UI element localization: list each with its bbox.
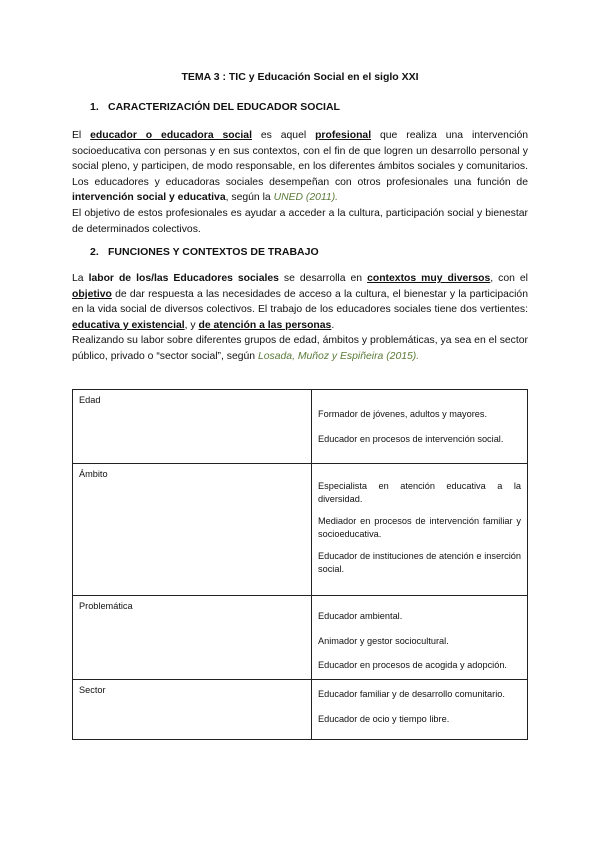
table-cell-items — [312, 680, 528, 740]
term-educador-social: educador o educadora social — [90, 130, 252, 141]
section-number: 2. — [90, 246, 99, 258]
list-item: Educador de ocio y tiempo libre. — [318, 713, 450, 724]
text-run: Realizando su labor sobre diferentes grupos de edad, ámbitos y problemáticas, ya sea en el sector público, privado o “sector social”, según — [72, 335, 528, 362]
text-run: El objetivo de estos profesionales es ayudar a acceder a la cultura, participación social y bienestar de determinados colectivos. — [72, 207, 528, 235]
list-item: Mediador en procesos de intervención familiar y socioeducativa. — [318, 516, 521, 539]
text-run: , según la — [225, 192, 274, 204]
list-item: Formador de jóvenes, adultos y mayores. — [318, 409, 488, 419]
list-item: Especialista en atención educativa a la diversidad. — [318, 481, 521, 504]
term-atencion: de atención a las personas — [198, 319, 332, 331]
table-row — [73, 464, 528, 596]
category-label: Sector — [79, 685, 106, 695]
citation-losada: Losada, Muñoz y Espiñeira (2015). — [257, 350, 420, 362]
paragraph-caracterizacion — [72, 128, 528, 237]
term-intervencion: intervención social y educativa — [72, 192, 226, 204]
text-run: La — [72, 273, 89, 284]
section-heading-2 — [90, 246, 319, 258]
term-labor: labor de los/las Educadores sociales — [88, 273, 279, 284]
text-run: , con el — [490, 273, 528, 284]
text-run: . — [331, 319, 335, 331]
category-label: Edad — [79, 395, 101, 405]
table-row — [73, 390, 528, 464]
text-run: El — [72, 130, 91, 141]
list-item: Educador en procesos de intervención social. — [318, 433, 504, 444]
list-item: Educador familiar y de desarrollo comunitario. — [318, 689, 505, 699]
text-run: se desarrolla en — [278, 273, 368, 284]
table-cell-category — [73, 390, 312, 464]
citation-uned: UNED (2011). — [273, 192, 339, 204]
table-row — [73, 596, 528, 680]
paragraph-funciones — [72, 271, 528, 365]
text-run: de dar respuesta a las necesidades de acceso a la cultura, el bienestar y la participación en la vida social de diversos colectivos. El trabajo de los educadores sociales tiene dos vertientes: — [72, 288, 528, 316]
term-contextos: contextos muy diversos — [367, 273, 491, 284]
text-run: es aquel — [251, 130, 316, 141]
functions-table — [72, 389, 528, 740]
section-title: FUNCIONES Y CONTEXTOS DE TRABAJO — [108, 246, 319, 258]
text-run: que realiza una intervención socioeducativa con personas y en sus contextos, con el fin de que logren un desarrollo personal y social pleno, y participen, de modo responsable, en los diferentes ámbitos sociales y comunitarios. Los educadores y educadoras sociales desempeñan con otros profesionales una función de — [72, 130, 529, 188]
list-item: Educador en procesos de acogida y adopción. — [318, 660, 507, 670]
document-title: TEMA 3 : TIC y Educación Social en el siglo XXI — [181, 71, 419, 83]
table-cell-items — [312, 390, 528, 464]
term-objetivo: objetivo — [72, 288, 112, 300]
category-label: Ámbito — [79, 469, 108, 479]
term-educativa: educativa y existencial — [72, 319, 185, 331]
section-title: CARACTERIZACIÓN DEL EDUCADOR SOCIAL — [108, 101, 340, 113]
list-item: Educador ambiental. — [318, 611, 403, 621]
list-item: Animador y gestor sociocultural. — [318, 635, 449, 646]
table-cell-category — [73, 464, 312, 596]
text-run: , y — [184, 319, 199, 331]
table-cell-items — [312, 596, 528, 680]
table-cell-category — [73, 680, 312, 740]
list-item: Educador de instituciones de atención e inserción social. — [318, 551, 521, 574]
term-profesional: profesional — [315, 130, 372, 141]
table-row — [73, 680, 528, 740]
category-label: Problemática — [79, 601, 133, 611]
table-cell-items — [312, 464, 528, 596]
table-cell-category — [73, 596, 312, 680]
section-heading-1 — [90, 101, 340, 113]
section-number: 1. — [90, 101, 99, 113]
